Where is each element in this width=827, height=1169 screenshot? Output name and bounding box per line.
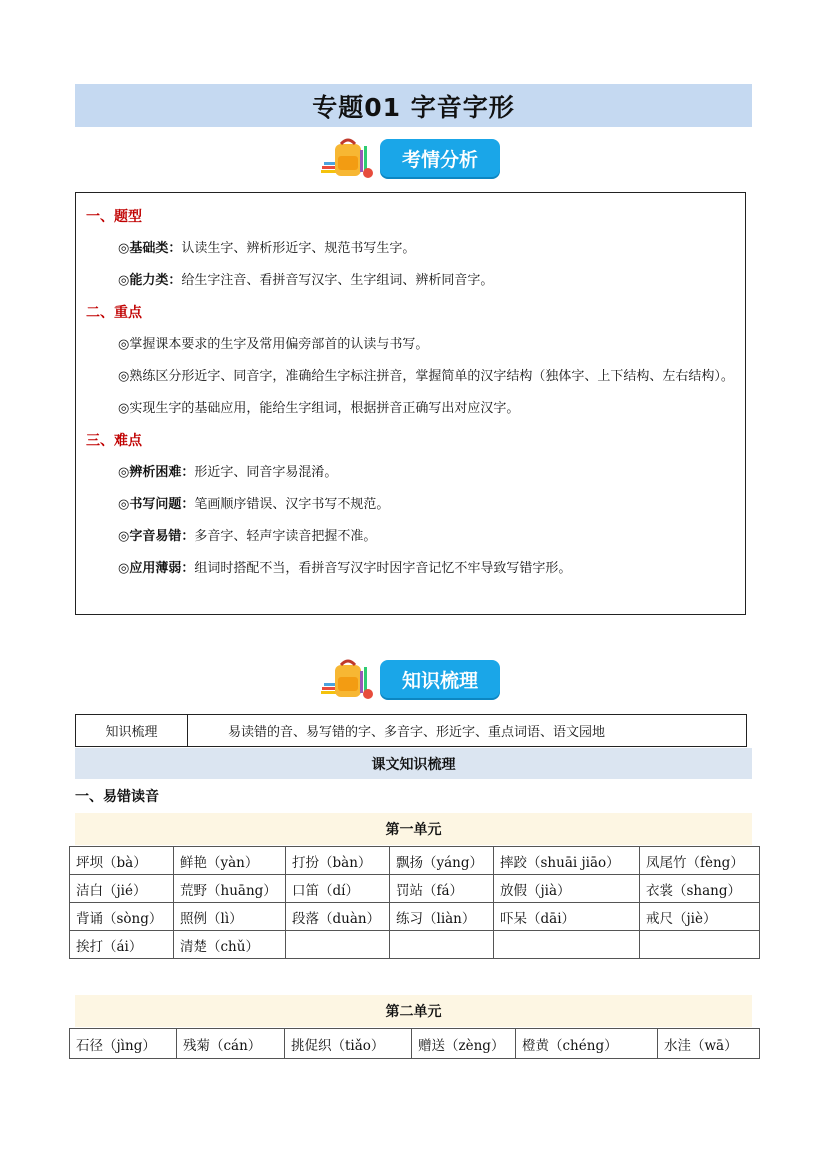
word-cell: 罚站（fá） <box>390 875 494 903</box>
analysis-line: ◎书写问题：笔画顺序错误、汉字书写不规范。 <box>118 497 390 512</box>
unit2-title: 第二单元 <box>385 1004 442 1020</box>
school-bag-icon <box>320 657 374 701</box>
analysis-badge <box>320 138 500 178</box>
word-cell: 背诵（sòng） <box>70 903 174 931</box>
section-heading-focus: 二、重点 <box>86 305 142 321</box>
table-row <box>70 903 760 931</box>
word-cell: 放假（jià） <box>494 875 640 903</box>
knowledge-table <box>75 714 747 747</box>
section-heading-type: 一、题型 <box>86 209 142 225</box>
unit1-title: 第一单元 <box>385 822 442 838</box>
word-cell: 挑促织（tiǎo） <box>285 1029 412 1059</box>
word-cell <box>390 931 494 959</box>
unit1-table <box>69 846 760 959</box>
word-cell: 挨打（ái） <box>70 931 174 959</box>
analysis-box <box>75 192 746 615</box>
word-cell: 飘扬（yáng） <box>390 847 494 875</box>
word-cell: 打扮（bàn） <box>286 847 390 875</box>
knowledge-badge <box>320 659 500 699</box>
analysis-line: ◎能力类：给生字注音、看拼音写汉字、生字组词、辨析同音字。 <box>118 273 494 288</box>
word-cell: 鲜艳（yàn） <box>174 847 286 875</box>
analysis-line: ◎辨析困难：形近字、同音字易混淆。 <box>118 465 338 480</box>
school-bag-icon <box>320 136 374 180</box>
word-cell: 赠送（zèng） <box>412 1029 516 1059</box>
word-cell: 口笛（dí） <box>286 875 390 903</box>
word-cell: 水洼（wā） <box>658 1029 760 1059</box>
word-cell <box>640 931 760 959</box>
word-cell <box>494 931 640 959</box>
analysis-line: ◎熟练区分形近字、同音字，准确给生字标注拼音，掌握简单的汉字结构（独体字、上下结构、左右结构）。 <box>118 369 734 384</box>
word-cell <box>286 931 390 959</box>
page-title: 专题01 字音字形 <box>312 92 515 122</box>
unit1-title-bar <box>75 813 752 845</box>
table-row <box>70 847 760 875</box>
word-cell: 橙黄（chéng） <box>516 1029 658 1059</box>
word-cell: 戒尺（jiè） <box>640 903 760 931</box>
word-cell: 凤尾竹（fèng） <box>640 847 760 875</box>
table-row <box>70 1029 760 1059</box>
analysis-line: ◎字音易错：多音字、轻声字读音把握不准。 <box>118 529 377 544</box>
word-cell: 摔跤（shuāi jiāo） <box>494 847 640 875</box>
analysis-line: ◎掌握课本要求的生字及常用偏旁部首的认读与书写。 <box>118 337 429 352</box>
unit2-title-bar <box>75 995 752 1027</box>
knowledge-table-label: 知识梳理 <box>76 715 188 746</box>
word-cell: 段落（duàn） <box>286 903 390 931</box>
section-heading-difficulty: 三、难点 <box>86 433 142 449</box>
table-row <box>70 875 760 903</box>
word-cell: 吓呆（dāi） <box>494 903 640 931</box>
word-cell: 残菊（cán） <box>177 1029 285 1059</box>
word-cell: 石径（jìng） <box>70 1029 177 1059</box>
subtitle-bar <box>75 748 752 779</box>
unit2-table <box>69 1028 760 1059</box>
word-cell: 练习（liàn） <box>390 903 494 931</box>
page-title-bar <box>75 84 752 127</box>
subtitle: 课文知识梳理 <box>371 756 456 773</box>
word-cell: 荒野（huāng） <box>174 875 286 903</box>
table-row <box>70 931 760 959</box>
word-cell: 洁白（jié） <box>70 875 174 903</box>
section-title: 一、易错读音 <box>75 789 159 805</box>
analysis-line: ◎实现生字的基础应用，能给生字组词，根据拼音正确写出对应汉字。 <box>118 401 520 416</box>
analysis-badge-label: 考情分析 <box>380 139 500 177</box>
word-cell: 清楚（chǔ） <box>174 931 286 959</box>
word-cell: 照例（lì） <box>174 903 286 931</box>
word-cell: 坪坝（bà） <box>70 847 174 875</box>
knowledge-table-content: 易读错的音、易写错的字、多音字、形近字、重点词语、语文园地 <box>228 725 606 740</box>
analysis-line: ◎应用薄弱：组词时搭配不当，看拼音写汉字时因字音记忆不牢导致写错字形。 <box>118 561 572 576</box>
word-cell: 衣裳（shang） <box>640 875 760 903</box>
analysis-line: ◎基础类：认读生字、辨析形近字、规范书写生字。 <box>118 241 416 256</box>
knowledge-badge-label: 知识梳理 <box>380 660 500 698</box>
